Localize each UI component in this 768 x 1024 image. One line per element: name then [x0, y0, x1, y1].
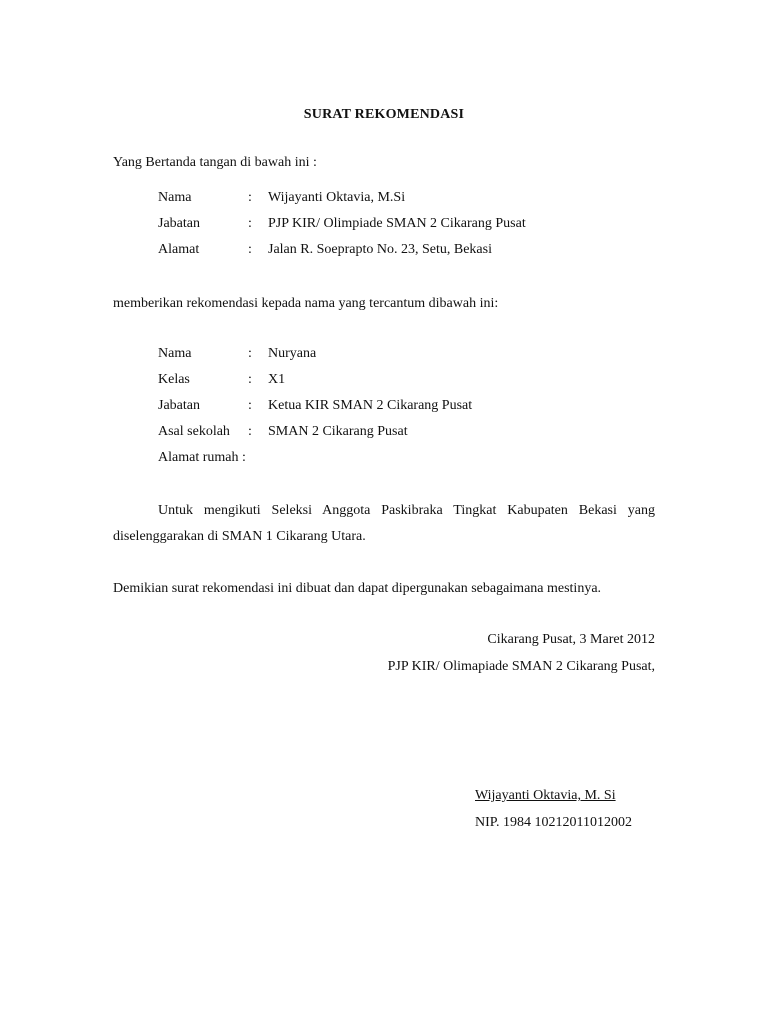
field-label: Alamat rumah : [158, 450, 246, 465]
field-value: Wijayanti Oktavia, M.Si [268, 190, 406, 205]
place-date: Cikarang Pusat, 3 Maret 2012 [487, 632, 655, 647]
field-colon: : [248, 424, 252, 439]
purpose-line-2: diselenggarakan di SMAN 1 Cikarang Utara. [113, 529, 366, 544]
letter-title: SURAT REKOMENDASI [303, 107, 465, 122]
field-colon: : [248, 346, 252, 361]
signature-nip: NIP. 1984 10212011012002 [475, 815, 632, 830]
field-value: PJP KIR/ Olimpiade SMAN 2 Cikarang Pusat [268, 216, 526, 231]
signature-name: Wijayanti Oktavia, M. Si [475, 788, 616, 803]
field-colon: : [248, 242, 252, 257]
field-value: Ketua KIR SMAN 2 Cikarang Pusat [268, 398, 473, 413]
field-colon: : [248, 398, 252, 413]
field-value: Nuryana [268, 346, 317, 361]
field-value: SMAN 2 Cikarang Pusat [268, 424, 408, 439]
field-value: Jalan R. Soeprapto No. 23, Setu, Bekasi [268, 242, 492, 257]
field-label: Nama [158, 346, 192, 361]
field-label: Kelas [158, 372, 190, 387]
recommend-text: memberikan rekomendasi kepada nama yang tercantum dibawah ini: [113, 296, 499, 311]
purpose-paragraph [113, 498, 655, 550]
field-label: Jabatan [158, 216, 200, 231]
field-colon: : [248, 216, 252, 231]
intro-text: Yang Bertanda tangan di bawah ini : [113, 155, 317, 170]
field-label: Asal sekolah [158, 424, 230, 439]
field-colon: : [248, 190, 252, 205]
purpose-line-1: Untuk mengikuti Seleksi Anggota Paskibraka Tingkat Kabupaten Bekasi yang [158, 503, 655, 518]
signer-position: PJP KIR/ Olimapiade SMAN 2 Cikarang Pusat, [387, 659, 655, 674]
field-label: Nama [158, 190, 192, 205]
field-colon: : [248, 372, 252, 387]
closing-text: Demikian surat rekomendasi ini dibuat dan dapat dipergunakan sebagaimana mestinya. [113, 581, 602, 596]
field-value: X1 [268, 372, 286, 387]
field-label: Jabatan [158, 398, 200, 413]
field-label: Alamat [158, 242, 200, 257]
